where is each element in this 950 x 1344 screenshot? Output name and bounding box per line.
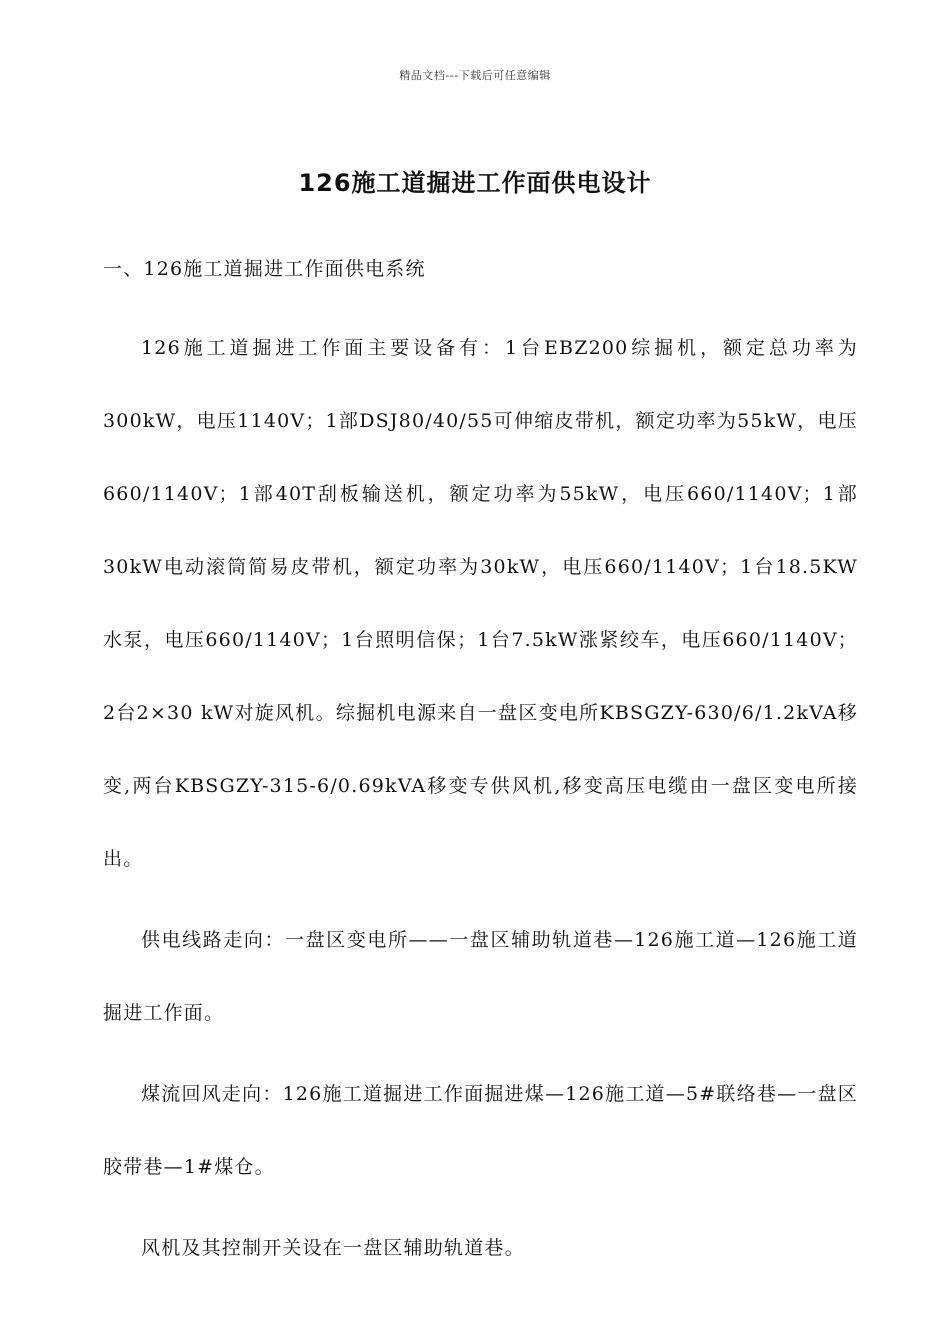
paragraph-fan-location: 风机及其控制开关设在一盘区辅助轨道巷。	[141, 1237, 525, 1259]
paragraph-coal-flow: 煤流回风走向：126施工道掘进工作面掘进煤—126施工道—5#联络巷—一盘区胶带巷—1#煤仓。	[103, 1083, 858, 1178]
document-title: 126施工道掘进工作面供电设计	[298, 169, 652, 197]
paragraph-power-route: 供电线路走向：一盘区变电所——一盘区辅助轨道巷—126施工道—126施工道掘进工作面。	[103, 929, 858, 1024]
document-body	[103, 250, 858, 1285]
paragraph-equipment: 126施工道掘进工作面主要设备有：1台EBZ200综掘机，额定总功率为300kW，电压1140V；1部DSJ80/40/55可伸缩皮带机，额定功率为55kW，电压660/1140V；1部40T刮板输送机，额定功率为55kW，电压660/1140V；1部30kW电动滚筒简易皮带机，额定功率为30kW，电压660/1140V；1台18.5KW水泵，电压660/1140V；1台照明信保；1台7.5kW涨紧绞车，电压660/1140V；2台2×30 kW对旋风机。综掘机电源来自一盘区变电所KBSGZY-630/6/1.2kVA移变,两台KBSGZY-315-6/0.69kVA移变专供风机,移变高压电缆由一盘区变电所接出。	[103, 337, 858, 870]
section-heading: 一、126施工道掘进工作面供电系统	[103, 258, 426, 280]
running-header: 精品文档---下载后可任意编辑	[399, 69, 551, 82]
